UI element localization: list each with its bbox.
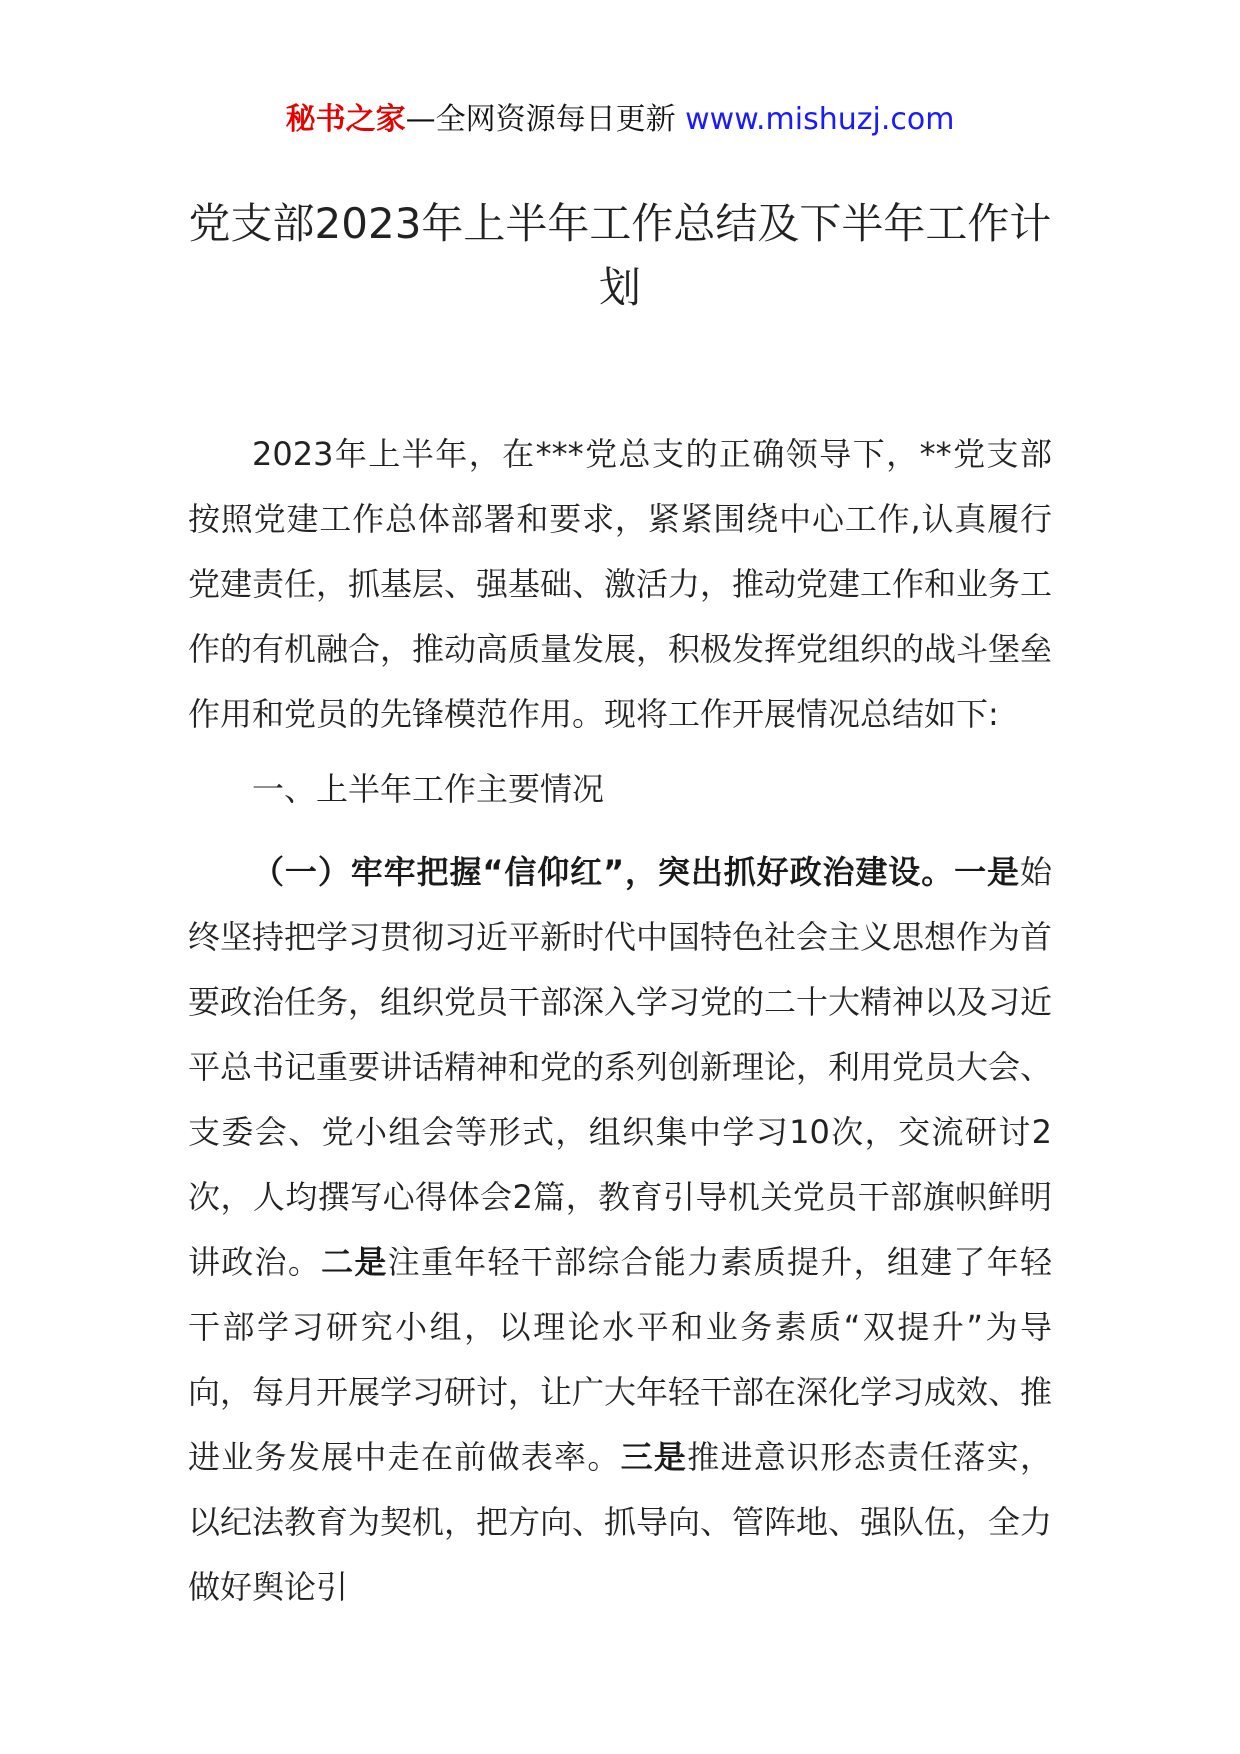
intro-paragraph: 2023年上半年，在***党总支的正确领导下，**党支部按照党建工作总体部署和要求，紧紧围绕中心工作,认真履行党建责任，抓基层、强基础、激活力，推动党建工作和业务工作的有机融合，推动高质量发展，积极发挥党组织的战斗堡垒作用和党员的先锋模范作用。现将工作开展情况总结如下: xyxy=(188,435,1053,733)
point-two-text: 注重年轻干部综合能力素质提升，组建了年轻干部学习研究小组，以理论水平和业务素质“双提升”为导向，每月开展学习研讨，让广大年轻干部在深化学习成效、推进业务发展中走在前做表率。 xyxy=(188,1243,1053,1476)
point-one-text: 始终坚持把学习贯彻习近平新时代中国特色社会主义思想作为首要政治任务，组织党员干部深入学习党的二十大精神以及习近平总书记重要讲话精神和党的系列创新理论，利用党员大会、支委会、党小组会等形式，组织集中学习10次，交流研讨2次，人均撰写心得体会2篇，教育引导机关党员干部旗帜鲜明讲政治。 xyxy=(188,853,1053,1281)
section-heading: 一、上半年工作主要情况 xyxy=(252,770,605,808)
point-two-lead: 二是 xyxy=(321,1243,388,1281)
site-header xyxy=(0,100,1240,140)
point-one-lead: 一是 xyxy=(954,853,1020,891)
subsection-paragraph xyxy=(188,840,1052,1620)
subsection-heading: （一）牢牢把握“信仰红”，突出抓好政治建设。 xyxy=(252,853,955,891)
point-three-text: 推进意识形态责任落实，以纪法教育为契机，把方向、抓导向、管阵地、强队伍，全力做好舆论引 xyxy=(188,1438,1053,1606)
brand-name: 秘书之家 xyxy=(285,102,406,137)
document-title: 党支部2023年上半年工作总结及下半年工作计划 xyxy=(188,199,1052,312)
site-url-link[interactable]: www.mishuzj.com xyxy=(685,102,955,137)
point-three-lead: 三是 xyxy=(620,1438,688,1476)
header-tagline: —全网资源每日更新 xyxy=(405,102,676,137)
